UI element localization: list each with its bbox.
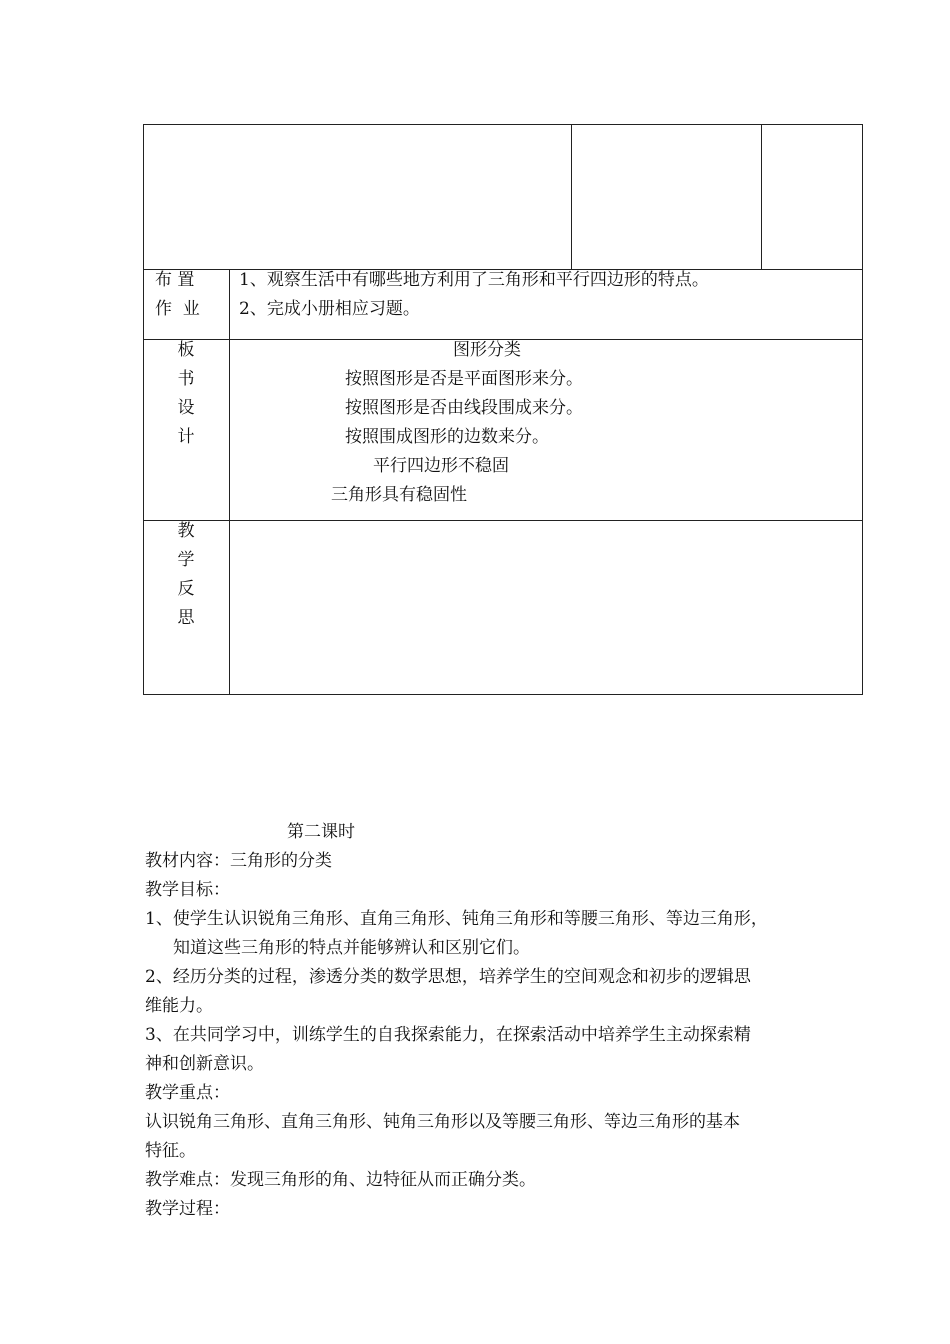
board-line: 按照图形是否由线段围成来分。 — [345, 398, 583, 418]
goals-label: 教学目标： — [145, 880, 230, 900]
key-points-line1: 认识锐角三角形、直角三角形、钝角三角形以及等腰三角形、等边三角形的基本 — [145, 1112, 740, 1132]
board-line: 平行四边形不稳固 — [373, 456, 509, 476]
homework-item: 1、观察生活中有哪些地方利用了三角形和平行四边形的特点。 — [239, 270, 709, 290]
lesson-content: 教材内容：三角形的分类 — [145, 851, 332, 871]
label-char: 书 — [177, 369, 195, 389]
label-char: 反 — [177, 579, 195, 599]
label-char: 学 — [177, 550, 195, 570]
label-char: 思 — [177, 608, 195, 628]
table-divider — [571, 124, 572, 270]
board-line: 三角形具有稳固性 — [331, 485, 467, 505]
reflection-label — [143, 517, 229, 633]
label-char: 计 — [177, 427, 195, 447]
difficulty-line: 教学难点：发现三角形的角、边特征从而正确分类。 — [145, 1170, 536, 1190]
board-title: 图形分类 — [453, 340, 521, 360]
goal-2-line1: 2、经历分类的过程，渗透分类的数学思想，培养学生的空间观念和初步的逻辑思 — [145, 967, 751, 987]
goal-1-line1: 1、使学生认识锐角三角形、直角三角形、钝角三角形和等腰三角形、等边三角形， — [145, 909, 768, 929]
homework-label-line1: 布 置 — [155, 270, 195, 290]
board-design-label — [143, 336, 229, 452]
key-points-line2: 特征。 — [145, 1141, 196, 1161]
label-char: 教 — [177, 521, 195, 541]
table-divider — [761, 124, 762, 270]
table-divider — [143, 520, 863, 521]
label-char: 设 — [177, 398, 195, 418]
goal-1-line2: 知道这些三角形的特点并能够辨认和区别它们。 — [173, 938, 530, 958]
goal-2-line2: 维能力。 — [145, 996, 213, 1016]
goal-3-line2: 神和创新意识。 — [145, 1054, 264, 1074]
key-points-label: 教学重点： — [145, 1083, 230, 1103]
board-line: 按照图形是否是平面图形来分。 — [345, 369, 583, 389]
homework-label-line2: 作 业 — [155, 299, 200, 319]
goal-3-line1: 3、在共同学习中，训练学生的自我探索能力，在探索活动中培养学生主动探索精 — [145, 1025, 751, 1045]
homework-item: 2、完成小册相应习题。 — [239, 299, 420, 319]
lesson-heading: 第二课时 — [287, 822, 355, 842]
board-line: 按照围成图形的边数来分。 — [345, 427, 549, 447]
table-divider — [229, 269, 230, 695]
process-label: 教学过程： — [145, 1199, 230, 1219]
label-char: 板 — [177, 340, 195, 360]
